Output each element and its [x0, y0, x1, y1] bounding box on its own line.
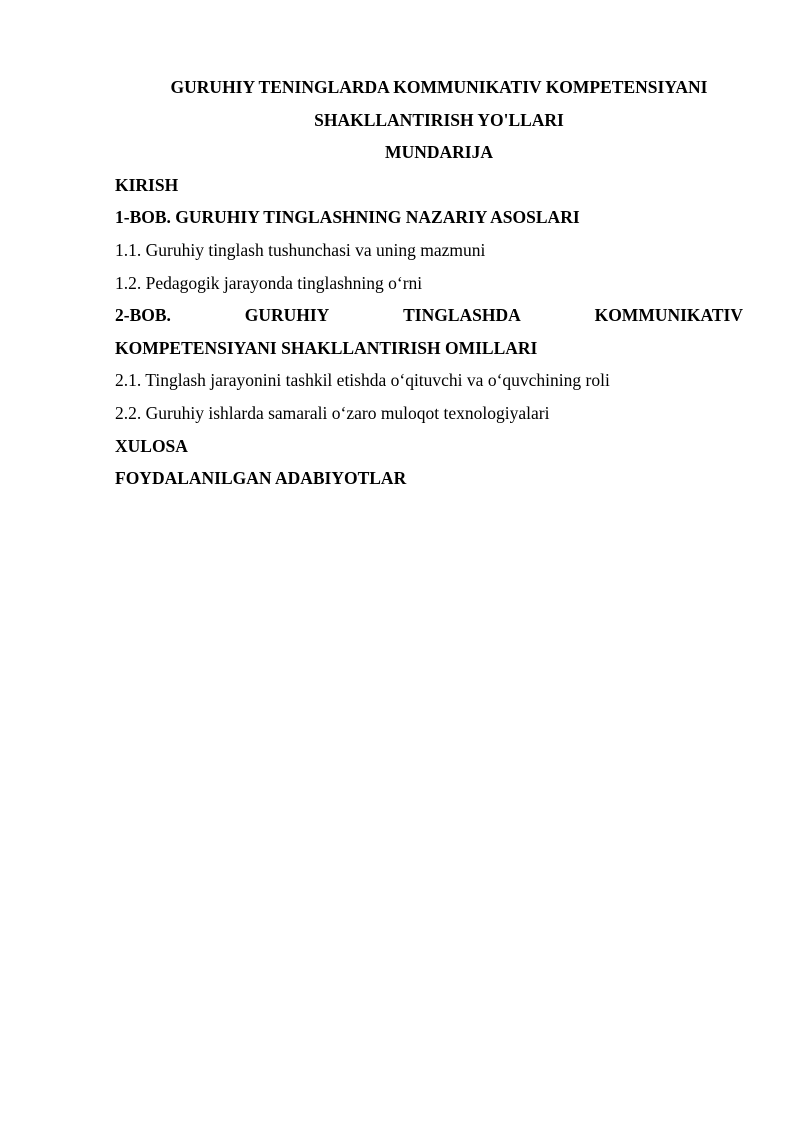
toc-item-chapter-2-line-1: [115, 299, 743, 332]
chapter-2-word: KOMMUNIKATIV: [594, 305, 743, 326]
toc-item-chapter-2-line-2: KOMPETENSIYANI SHAKLLANTIRISH OMILLARI: [115, 337, 538, 358]
toc-item-section-1-2: 1.2. Pedagogik jarayonda tinglashning o‘rni: [115, 272, 423, 293]
toc-item-references: FOYDALANILGAN ADABIYOTLAR: [115, 468, 407, 489]
toc-item-conclusion: XULOSA: [115, 435, 188, 456]
toc-item-section-2-2: 2.2. Guruhiy ishlarda samarali o‘zaro muloqot texnologiyalari: [115, 402, 550, 423]
chapter-2-word: TINGLASHDA: [403, 305, 521, 326]
chapter-2-word: 2-BOB.: [115, 305, 171, 326]
title-line-2: SHAKLLANTIRISH YO'LLARI: [314, 109, 564, 130]
document-content: [115, 71, 743, 495]
toc-item-intro: KIRISH: [115, 174, 179, 195]
toc-item-section-2-1: 2.1. Tinglash jarayonini tashkil etishda o‘qituvchi va o‘quvchining roli: [115, 370, 610, 391]
toc-item-chapter-1: 1-BOB. GURUHIY TINGLASHNING NAZARIY ASOSLARI: [115, 207, 580, 228]
toc-item-section-1-1: 1.1. Guruhiy tinglash tushunchasi va uning mazmuni: [115, 239, 486, 260]
chapter-2-word: GURUHIY: [244, 305, 330, 326]
toc-heading: MUNDARIJA: [385, 142, 493, 163]
title-line-1: GURUHIY TENINGLARDA KOMMUNIKATIV KOMPETENSIYANI: [170, 77, 708, 97]
